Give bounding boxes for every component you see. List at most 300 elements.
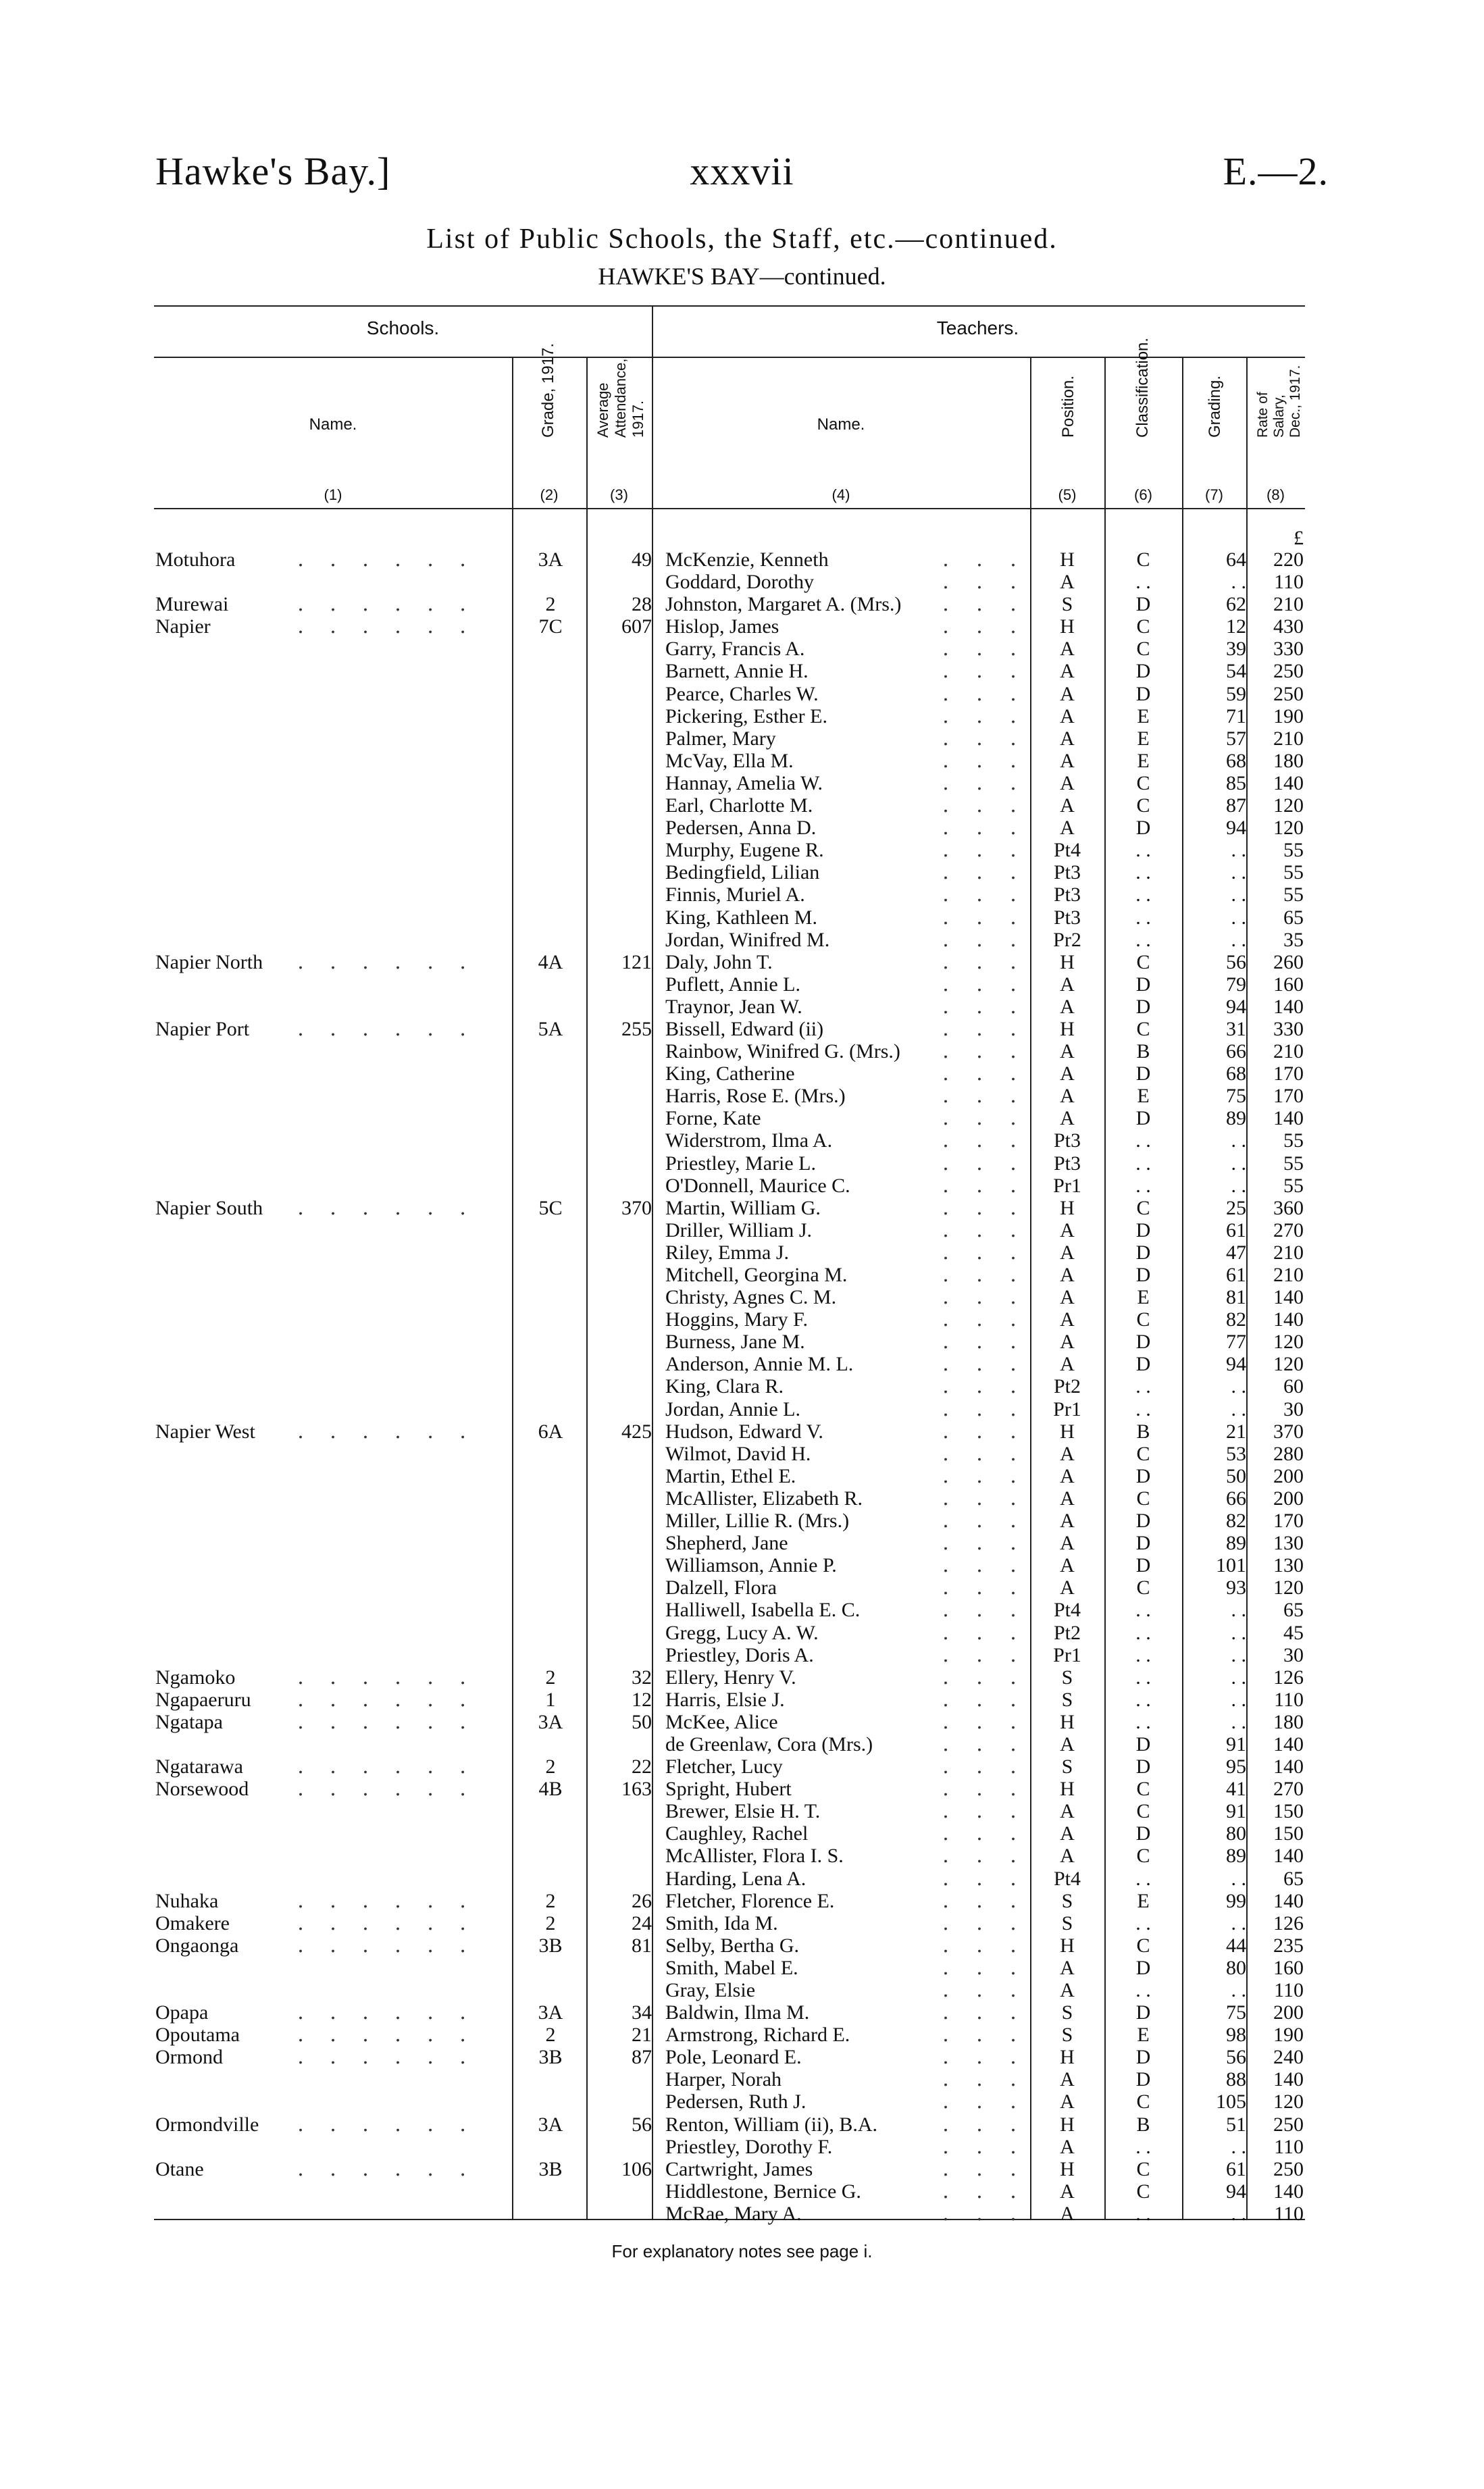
salary-rate: 160 — [1273, 1956, 1304, 1979]
table-row — [0, 1398, 1484, 1420]
leader-dots: ․․․ — [942, 1286, 1044, 1309]
leader-dots: ․․․ — [942, 1331, 1044, 1354]
average-attendance: 49 — [632, 548, 652, 571]
salary-rate: 65 — [1283, 906, 1304, 929]
average-attendance: 50 — [632, 1710, 652, 1733]
teacher-classification: E — [1137, 1889, 1150, 1912]
salary-rate: 55 — [1283, 883, 1304, 906]
teacher-classification: D — [1135, 1733, 1151, 1755]
leader-dots: ․․․ — [942, 1510, 1044, 1533]
teacher-position: A — [1060, 749, 1075, 772]
school-grade: 2 — [545, 593, 556, 616]
table-row — [0, 1353, 1484, 1375]
table-row — [0, 1689, 1484, 1711]
salary-rate: 430 — [1273, 615, 1304, 638]
table-row — [0, 1845, 1484, 1867]
average-attendance: 28 — [632, 593, 652, 616]
teacher-position: S — [1061, 1666, 1073, 1689]
salary-rate: 65 — [1283, 1599, 1304, 1622]
teacher-name: Hiddlestone, Bernice G. — [665, 2180, 861, 2203]
teacher-position: A — [1060, 1442, 1075, 1465]
table-row — [0, 1331, 1484, 1353]
teacher-classification: D — [1135, 1464, 1151, 1487]
leader-dots: ․․․․․․ — [297, 1755, 492, 1778]
teacher-grading: 89 — [1226, 1532, 1246, 1555]
teacher-name: Christy, Agnes C. M. — [665, 1286, 837, 1309]
leader-dots: ․․․ — [942, 771, 1044, 794]
salary-rate: 200 — [1273, 1487, 1304, 1510]
teacher-classification: D — [1135, 1822, 1151, 1845]
teacher-grading: 80 — [1226, 1956, 1246, 1979]
teacher-position: A — [1060, 771, 1075, 794]
table-row — [0, 727, 1484, 750]
table-row — [0, 929, 1484, 951]
teacher-position: Pt3 — [1053, 861, 1081, 884]
teacher-grading: . . — [1231, 1397, 1246, 1420]
leader-dots: ․․․ — [942, 1464, 1044, 1487]
col-number-8: (8) — [1266, 486, 1285, 503]
teacher-position: A — [1060, 1085, 1075, 1108]
teacher-name: Renton, William (ii), B.A. — [665, 2113, 878, 2136]
page-title: List of Public Schools, the Staff, etc.—continued. — [426, 224, 1058, 255]
teacher-name: Smith, Mabel E. — [665, 1956, 798, 1979]
teacher-grading: 56 — [1226, 950, 1246, 973]
teacher-name: Cartwright, James — [665, 2157, 813, 2180]
salary-rate: 240 — [1273, 2046, 1304, 2069]
leader-dots: ․․․ — [942, 906, 1044, 929]
leader-dots: ․․․ — [942, 1621, 1044, 1644]
leader-dots: ․․․․․․ — [297, 2113, 492, 2136]
teacher-position: H — [1060, 2113, 1075, 2136]
salary-rate: 120 — [1273, 2090, 1304, 2113]
teacher-classification: D — [1135, 2001, 1151, 2024]
teacher-classification: . . — [1135, 1911, 1151, 1934]
teacher-name: Forne, Kate — [665, 1107, 761, 1130]
table-row — [0, 1532, 1484, 1554]
average-attendance: 32 — [632, 1666, 652, 1689]
teacher-classification: E — [1137, 2024, 1150, 2047]
leader-dots: ․․․ — [942, 593, 1044, 616]
teacher-name: Williamson, Annie P. — [665, 1554, 837, 1577]
teacher-name: Martin, Ethel E. — [665, 1464, 796, 1487]
leader-dots: ․․․ — [942, 2135, 1044, 2158]
col-number-4: (4) — [831, 486, 850, 503]
leader-dots: ․․․ — [942, 2068, 1044, 2091]
leader-dots: ․․․ — [942, 1554, 1044, 1577]
teacher-grading: 68 — [1226, 749, 1246, 772]
footer-note: For explanatory notes see page i. — [611, 2241, 873, 2261]
table-row — [0, 2113, 1484, 2136]
average-attendance: 106 — [621, 2157, 652, 2180]
teacher-classification: E — [1137, 1286, 1150, 1309]
leader-dots: ․․․ — [942, 1062, 1044, 1085]
salary-rate: 330 — [1273, 638, 1304, 661]
average-attendance: 370 — [621, 1196, 652, 1219]
teacher-classification: E — [1137, 1085, 1150, 1108]
teacher-name: Gray, Elsie — [665, 1979, 756, 2001]
leader-dots: ․․․ — [942, 995, 1044, 1018]
salary-rate: 55 — [1283, 839, 1304, 862]
leader-dots: ․․․ — [942, 1710, 1044, 1733]
salary-rate: 210 — [1273, 1264, 1304, 1286]
teacher-classification: E — [1137, 749, 1150, 772]
table-row — [0, 973, 1484, 996]
leader-dots: ․․․․․․ — [297, 1710, 492, 1733]
salary-rate: 170 — [1273, 1062, 1304, 1085]
school-name: Napier South — [155, 1196, 263, 1219]
salary-rate: 270 — [1273, 1778, 1304, 1801]
teacher-grading: 95 — [1226, 1755, 1246, 1778]
school-grade: 5C — [538, 1196, 563, 1219]
salary-rate: 235 — [1273, 1934, 1304, 1957]
leader-dots: ․․․ — [942, 2202, 1044, 2225]
teacher-grading: . . — [1231, 861, 1246, 884]
school-name-heading: Name. — [309, 415, 357, 434]
school-name: Napier — [155, 615, 211, 638]
teacher-name: Goddard, Dorothy — [665, 571, 814, 594]
teacher-grading: 88 — [1226, 2068, 1246, 2091]
teacher-classification: D — [1135, 1062, 1151, 1085]
teacher-classification: C — [1136, 548, 1150, 571]
school-grade: 7C — [538, 615, 563, 638]
leader-dots: ․․․ — [942, 861, 1044, 884]
salary-rate: 250 — [1273, 2157, 1304, 2180]
teacher-grading: . . — [1231, 839, 1246, 862]
leader-dots: ․․․․․․ — [297, 1420, 492, 1443]
table-row — [0, 571, 1484, 593]
teacher-grading: 75 — [1226, 1085, 1246, 1108]
teacher-position: S — [1061, 2024, 1073, 2047]
leader-dots: ․․․ — [942, 1576, 1044, 1599]
salary-rate: 30 — [1283, 1643, 1304, 1666]
teacher-grading: . . — [1231, 1129, 1246, 1152]
header-right: E.—2. — [1223, 149, 1329, 193]
table-row — [0, 1554, 1484, 1576]
salary-rate: 140 — [1273, 1308, 1304, 1331]
teacher-classification: C — [1136, 1196, 1150, 1219]
teacher-classification: C — [1136, 615, 1150, 638]
teacher-name: Earl, Charlotte M. — [665, 794, 813, 817]
teacher-name: Harris, Rose E. (Mrs.) — [665, 1085, 846, 1108]
teacher-name: Miller, Lillie R. (Mrs.) — [665, 1510, 850, 1533]
table-row — [0, 906, 1484, 929]
salary-rate: 45 — [1283, 1621, 1304, 1644]
teacher-grading: 39 — [1226, 638, 1246, 661]
teacher-classification: D — [1135, 1218, 1151, 1241]
teacher-classification: . . — [1135, 1599, 1151, 1622]
teacher-name: Traynor, Jean W. — [665, 995, 802, 1018]
leader-dots: ․․․ — [942, 749, 1044, 772]
teacher-classification: C — [1136, 1800, 1150, 1823]
teacher-name: Baldwin, Ilma M. — [665, 2001, 810, 2024]
table-row — [0, 1308, 1484, 1331]
teacher-grading: 81 — [1226, 1286, 1246, 1309]
school-grade: 5A — [538, 1017, 563, 1040]
salary-rate: 120 — [1273, 817, 1304, 840]
leader-dots: ․․․ — [942, 571, 1044, 594]
leader-dots: ․․․ — [942, 1017, 1044, 1040]
leader-dots: ․․․ — [942, 883, 1044, 906]
teacher-name: Widerstrom, Ilma A. — [665, 1129, 833, 1152]
table-row — [0, 1957, 1484, 1979]
school-name: Ngatapa — [155, 1710, 223, 1733]
teacher-name: Selby, Bertha G. — [665, 1934, 800, 1957]
teacher-name: Priestley, Doris A. — [665, 1643, 814, 1666]
teacher-classification: . . — [1135, 1621, 1151, 1644]
school-grade: 3A — [538, 1710, 563, 1733]
salary-rate: 140 — [1273, 1286, 1304, 1309]
teacher-classification: . . — [1135, 571, 1151, 594]
table-row — [0, 1912, 1484, 1934]
leader-dots: ․․․․․․ — [297, 2001, 492, 2024]
teacher-classification: . . — [1135, 1129, 1151, 1152]
school-name: Ngapaeruru — [155, 1688, 251, 1711]
table-row — [0, 951, 1484, 973]
school-name: Opapa — [155, 2001, 209, 2024]
teacher-name: Dalzell, Flora — [665, 1576, 777, 1599]
leader-dots: ․․․ — [942, 1264, 1044, 1286]
teacher-position: A — [1060, 794, 1075, 817]
teacher-name: Armstrong, Richard E. — [665, 2024, 850, 2047]
teacher-grading: 62 — [1226, 593, 1246, 616]
teacher-classification: D — [1135, 1107, 1151, 1130]
teacher-classification: C — [1136, 1017, 1150, 1040]
teacher-classification: C — [1136, 794, 1150, 817]
table-row — [0, 1443, 1484, 1465]
teacher-name: Pedersen, Anna D. — [665, 817, 817, 840]
table-row — [0, 1420, 1484, 1443]
teacher-position: A — [1060, 817, 1075, 840]
teacher-classification: C — [1136, 2180, 1150, 2203]
leader-dots: ․․․ — [942, 1845, 1044, 1868]
teacher-name: Bissell, Edward (ii) — [665, 1017, 824, 1040]
teacher-position: A — [1060, 1822, 1075, 1845]
teacher-grading: 51 — [1226, 2113, 1246, 2136]
table-row — [0, 660, 1484, 682]
teachers-group-heading: Teachers. — [936, 317, 1019, 338]
leader-dots: ․․․ — [942, 1129, 1044, 1152]
teacher-classification: C — [1136, 771, 1150, 794]
salary-rate: 120 — [1273, 1353, 1304, 1376]
teacher-grading: 82 — [1226, 1308, 1246, 1331]
average-attendance: 24 — [632, 1911, 652, 1934]
teacher-name: Rainbow, Winifred G. (Mrs.) — [665, 1040, 900, 1063]
teacher-classification: . . — [1135, 1174, 1151, 1197]
salary-rate: 130 — [1273, 1532, 1304, 1555]
teacher-classification: . . — [1135, 1397, 1151, 1420]
table-row — [0, 1868, 1484, 1890]
teacher-classification: C — [1136, 2090, 1150, 2113]
teacher-classification: C — [1136, 1845, 1150, 1868]
teacher-classification: D — [1135, 1554, 1151, 1577]
leader-dots: ․․․․․․ — [297, 2046, 492, 2069]
school-grade: 3B — [538, 2046, 563, 2069]
salary-rate: 55 — [1283, 1152, 1304, 1175]
teacher-name: McAllister, Flora I. S. — [665, 1845, 844, 1868]
teacher-name: Driller, William J. — [665, 1218, 813, 1241]
teacher-classification: B — [1136, 1420, 1150, 1443]
leader-dots: ․․․ — [942, 1822, 1044, 1845]
table-row — [0, 1576, 1484, 1599]
teacher-name: Pickering, Esther E. — [665, 704, 827, 727]
teacher-position: H — [1060, 2157, 1075, 2180]
teacher-position: Pt2 — [1053, 1375, 1081, 1398]
teacher-grading: 79 — [1226, 973, 1246, 996]
leader-dots: ․․․ — [942, 1218, 1044, 1241]
teacher-position: Pt3 — [1053, 883, 1081, 906]
teacher-classification: D — [1135, 1241, 1151, 1264]
teacher-name: Harris, Elsie J. — [665, 1688, 785, 1711]
teacher-classification: E — [1137, 727, 1150, 750]
header-bottom-rule — [154, 508, 1305, 509]
salary-rate: 280 — [1273, 1442, 1304, 1465]
teacher-position: Pt4 — [1053, 839, 1081, 862]
school-grade: 6A — [538, 1420, 563, 1443]
teacher-classification: D — [1135, 593, 1151, 616]
table-row — [0, 615, 1484, 638]
table-row — [0, 1107, 1484, 1129]
table-row — [0, 750, 1484, 772]
teacher-grading: 105 — [1216, 2090, 1246, 2113]
teacher-name: Ellery, Henry V. — [665, 1666, 796, 1689]
teacher-position: Pt2 — [1053, 1621, 1081, 1644]
teacher-classification: . . — [1135, 861, 1151, 884]
teacher-classification: D — [1135, 1755, 1151, 1778]
leader-dots: ․․․ — [942, 638, 1044, 661]
school-name: Omakere — [155, 1911, 230, 1934]
teacher-classification: . . — [1135, 1979, 1151, 2001]
salary-rate: 260 — [1273, 950, 1304, 973]
table-row — [0, 794, 1484, 817]
teacher-grading: 61 — [1226, 2157, 1246, 2180]
teacher-position: A — [1060, 571, 1075, 594]
salary-rate: 210 — [1273, 727, 1304, 750]
teacher-position: A — [1060, 1353, 1075, 1376]
teacher-position: A — [1060, 2090, 1075, 2113]
leader-dots: ․․․ — [942, 2157, 1044, 2180]
teacher-position: A — [1060, 1800, 1075, 1823]
salary-rate: 140 — [1273, 771, 1304, 794]
staff-table-body — [0, 548, 1484, 2225]
teacher-position: S — [1061, 2001, 1073, 2024]
table-row — [0, 1286, 1484, 1308]
leader-dots: ․․․ — [942, 1934, 1044, 1957]
table-top-rule — [154, 305, 1305, 307]
salary-rate: 140 — [1273, 1889, 1304, 1912]
table-row — [0, 817, 1484, 839]
table-row — [0, 1755, 1484, 1778]
teacher-grading: 21 — [1226, 1420, 1246, 1443]
salary-rate: 110 — [1274, 1979, 1304, 2001]
leader-dots: ․․․ — [942, 1442, 1044, 1465]
teacher-name: Finnis, Muriel A. — [665, 883, 805, 906]
teacher-position: A — [1060, 1487, 1075, 1510]
leader-dots: ․․․ — [942, 1979, 1044, 2001]
leader-dots: ․․․ — [942, 2180, 1044, 2203]
table-row — [0, 1241, 1484, 1264]
teacher-position: S — [1061, 1889, 1073, 1912]
teacher-grading: . . — [1231, 1979, 1246, 2001]
teacher-grading: . . — [1231, 1621, 1246, 1644]
teacher-grading: 64 — [1226, 548, 1246, 571]
leader-dots: ․․․ — [942, 1174, 1044, 1197]
leader-dots: ․․․ — [942, 1599, 1044, 1622]
average-attendance: 81 — [632, 1934, 652, 1957]
teacher-grading: 77 — [1226, 1331, 1246, 1354]
average-attendance: 87 — [632, 2046, 652, 2069]
school-name: Napier West — [155, 1420, 255, 1443]
teacher-classification: D — [1135, 995, 1151, 1018]
leader-dots: ․․․ — [942, 615, 1044, 638]
leader-dots: ․․․ — [942, 682, 1044, 705]
leader-dots: ․․․ — [942, 1420, 1044, 1443]
currency-symbol: £ — [1294, 527, 1304, 549]
leader-dots: ․․․ — [942, 1353, 1044, 1376]
leader-dots: ․․․ — [942, 727, 1044, 750]
salary-rate: 210 — [1273, 593, 1304, 616]
teacher-name: McRae, Mary A. — [665, 2202, 802, 2225]
table-row — [0, 2024, 1484, 2046]
teacher-name: Fletcher, Lucy — [665, 1755, 783, 1778]
teacher-position: A — [1060, 1062, 1075, 1085]
average-attendance: 56 — [632, 2113, 652, 2136]
teacher-grading: 99 — [1226, 1889, 1246, 1912]
teacher-classification: D — [1135, 660, 1151, 683]
teacher-classification: C — [1136, 1308, 1150, 1331]
table-row — [0, 1800, 1484, 1822]
page-number: xxxvii — [690, 149, 794, 193]
teacher-name: Garry, Francis A. — [665, 638, 805, 661]
teacher-name: Spright, Hubert — [665, 1778, 792, 1801]
leader-dots: ․․․ — [942, 2090, 1044, 2113]
school-name: Ngamoko — [155, 1666, 236, 1689]
school-grade: 1 — [545, 1688, 556, 1711]
leader-dots: ․․․ — [942, 1733, 1044, 1755]
teacher-name: Jordan, Annie L. — [665, 1397, 800, 1420]
teacher-name: Wilmot, David H. — [665, 1442, 811, 1465]
teacher-classification: D — [1135, 817, 1151, 840]
teacher-name: Anderson, Annie M. L. — [665, 1353, 854, 1376]
table-row — [0, 705, 1484, 727]
table-row — [0, 1062, 1484, 1085]
group-rule — [154, 357, 1305, 358]
teacher-position: A — [1060, 704, 1075, 727]
school-grade: 2 — [545, 1755, 556, 1778]
teacher-classification: D — [1135, 2068, 1151, 2091]
teacher-name: Hislop, James — [665, 615, 779, 638]
teacher-position: A — [1060, 638, 1075, 661]
leader-dots: ․․․ — [942, 548, 1044, 571]
teacher-grading: 98 — [1226, 2024, 1246, 2047]
teacher-grading: 68 — [1226, 1062, 1246, 1085]
teacher-grading: 56 — [1226, 2046, 1246, 2069]
leader-dots: ․․․ — [942, 1107, 1044, 1130]
teacher-position: A — [1060, 1510, 1075, 1533]
salary-rate: 55 — [1283, 861, 1304, 884]
leader-dots: ․․․․․․ — [297, 2024, 492, 2047]
leader-dots: ․․․․․․ — [297, 1688, 492, 1711]
table-row — [0, 2158, 1484, 2180]
teacher-grading: . . — [1231, 1174, 1246, 1197]
teacher-position: A — [1060, 2202, 1075, 2225]
teacher-classification: D — [1135, 682, 1151, 705]
salary-rate: 110 — [1274, 2135, 1304, 2158]
average-attendance: 121 — [621, 950, 652, 973]
teacher-name: King, Kathleen M. — [665, 906, 817, 929]
leader-dots: ․․․ — [942, 1800, 1044, 1823]
average-attendance: 22 — [632, 1755, 652, 1778]
salary-rate: 120 — [1273, 1331, 1304, 1354]
